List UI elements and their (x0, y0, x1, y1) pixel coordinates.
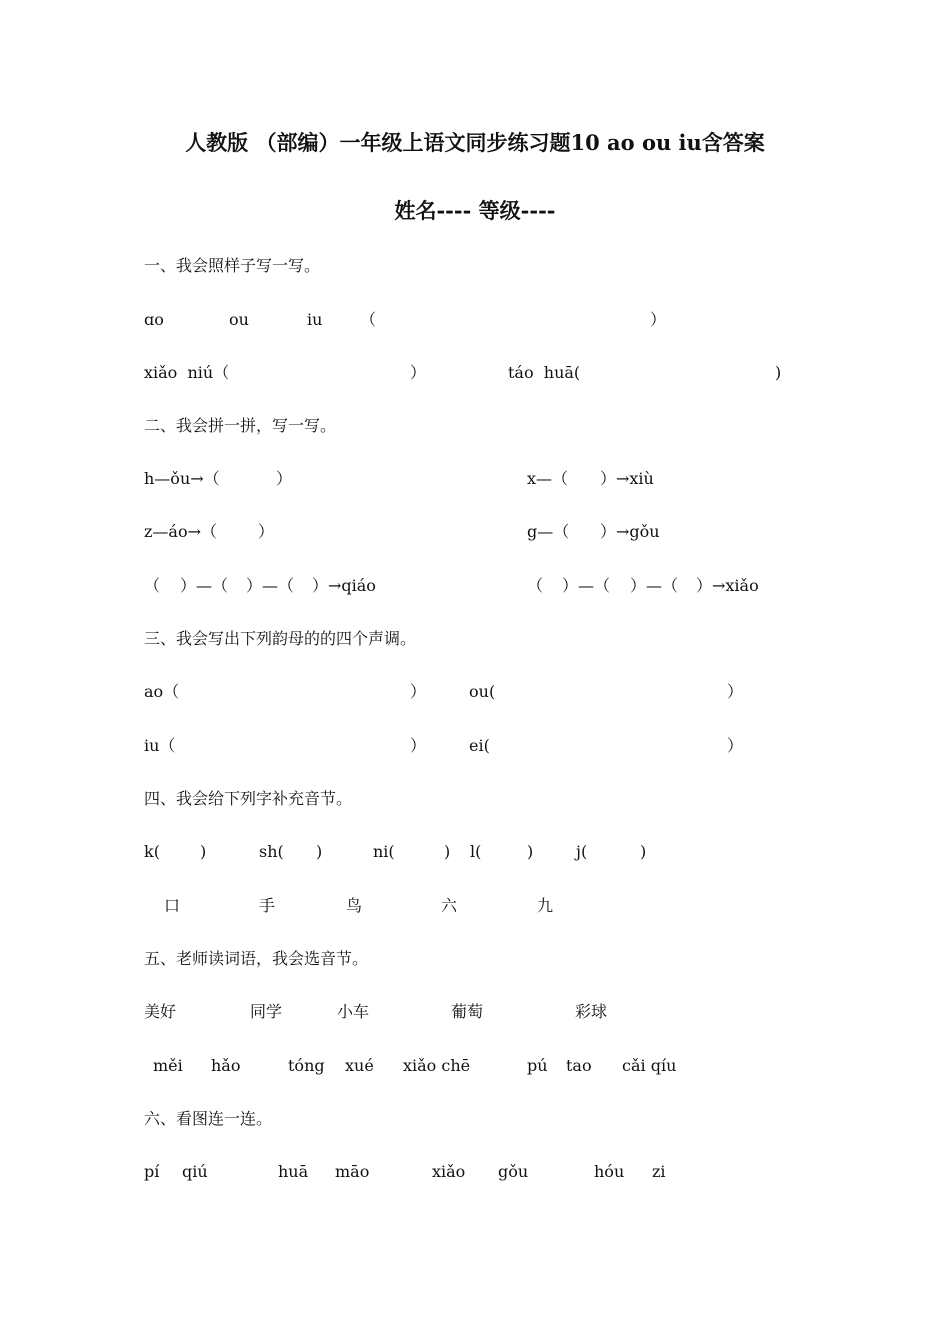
section-5-words-row: 美好 同学 小车 葡萄 彩球 (144, 1002, 608, 1021)
section-5-heading: 五、老师读词语，我会选音节。 (144, 949, 369, 968)
section-1-example-row: ɑo ou iu （ ） (144, 310, 667, 329)
section-2-row-3: （ ）—（ ）—（ ）→qiáo （ ）—（ ）—（ ）→xiǎo (144, 576, 759, 595)
section-4-character-row: 口 手 鸟 六 九 (164, 896, 554, 915)
section-6-heading: 六、看图连一连。 (144, 1109, 273, 1128)
section-2-heading: 二、我会拼一拼，写一写。 (144, 416, 337, 435)
name-grade-line: 姓名---- 等级---- (394, 198, 556, 223)
section-5-pinyin-row: měi hǎo tóng xué xiǎo chē pú tao cǎi qíu (153, 1056, 677, 1075)
section-2-row-2: z—áo→（ ） g—（ ）→gǒu (144, 522, 660, 541)
section-1-heading: 一、我会照样子写一写。 (144, 256, 321, 275)
section-3-row-2: iu（ ） ei( ） (144, 736, 744, 755)
page-title: 人教版 （部编）一年级上语文同步练习题10 ao ou iu含答案 (185, 130, 765, 155)
section-4-syllable-row: k( ) sh( ) ni( ) l( ) j( ) (144, 842, 647, 861)
section-4-heading: 四、我会给下列字补充音节。 (144, 789, 353, 808)
section-3-row-1: ao（ ） ou( ） (144, 682, 744, 701)
section-2-row-1: h—ǒu→（ ） x—（ ）→xiù (144, 469, 654, 488)
section-6-pinyin-row: pí qiú huā māo xiǎo gǒu hóu zi (144, 1162, 666, 1181)
section-3-heading: 三、我会写出下列韵母的的四个声调。 (144, 629, 417, 648)
section-1-write-row: xiǎo niú（ ） táo huā( ) (144, 363, 782, 382)
